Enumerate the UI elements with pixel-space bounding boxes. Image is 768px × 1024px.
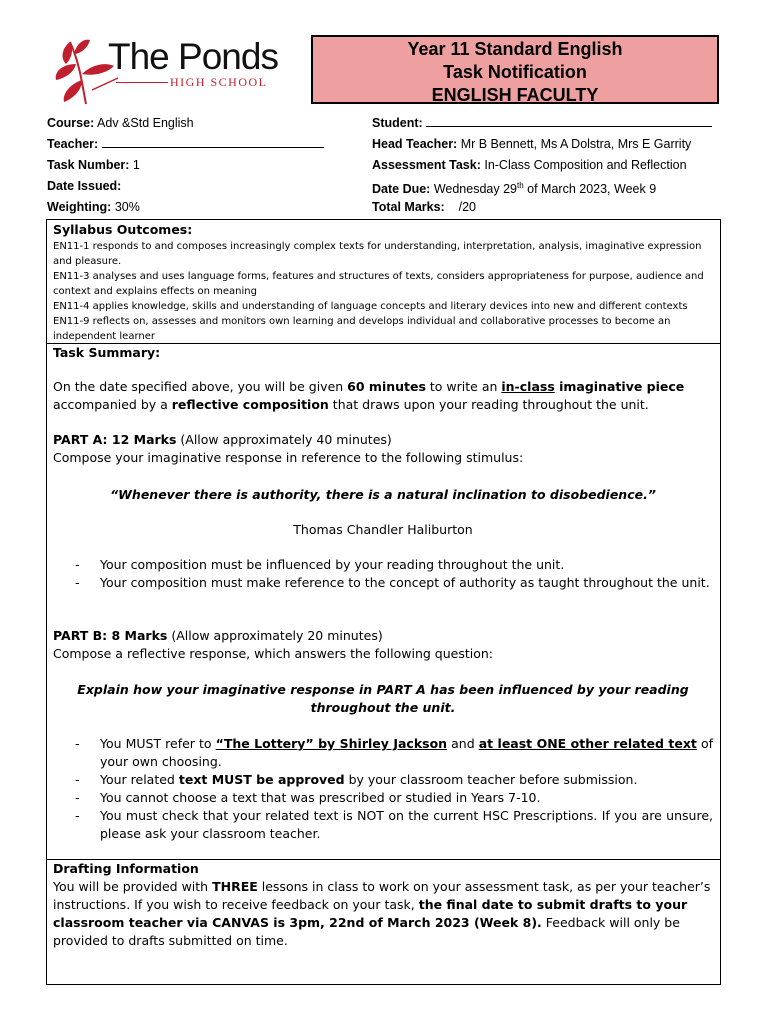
part-b-time: (Allow approximately 20 minutes) xyxy=(167,628,383,643)
title-line-2: Task Notification xyxy=(443,62,587,82)
date-issued-field xyxy=(47,178,121,194)
student-blank xyxy=(426,115,712,127)
list-item: - Your related text MUST be approved by your classroom teacher before submission. xyxy=(53,771,713,789)
total-marks-label: Total Marks: xyxy=(372,200,445,214)
part-a-bullets xyxy=(53,556,713,592)
part-b-bullets xyxy=(53,735,713,843)
task-number-label: Task Number: xyxy=(47,158,130,172)
list-item: - You MUST refer to “The Lottery” by Shirley Jackson and at least ONE other related text of your own choosing. xyxy=(53,735,713,771)
teacher-label: Teacher: xyxy=(47,137,99,151)
part-b-block xyxy=(53,627,713,663)
task-summary-heading-row xyxy=(53,344,713,362)
student-label: Student: xyxy=(372,116,423,130)
course-field xyxy=(47,115,194,131)
part-b-heading: PART B: 8 Marks xyxy=(53,628,168,643)
reflection-question: Explain how your imaginative response in PART A has been influenced by your reading throughout the unit. xyxy=(77,682,689,715)
outcome-item: EN11-1 responds to and composes increasingly complex texts for understanding, interpretation, analysis, imaginative expression and pleasure. xyxy=(53,241,702,267)
weighting-label: Weighting: xyxy=(47,200,112,214)
list-item: - Your composition must make reference to the concept of authority as taught throughout the unit. xyxy=(53,574,713,592)
drafting-heading: Drafting Information xyxy=(53,861,199,876)
course-label: Course: xyxy=(47,116,95,130)
part-a-heading: PART A: 12 Marks xyxy=(53,432,177,447)
date-due-value: Wednesday 29th of March 2023, Week 9 xyxy=(433,181,657,197)
part-a-instruction: Compose your imaginative response in reference to the following stimulus: xyxy=(53,450,524,465)
list-item: - You cannot choose a text that was prescribed or studied in Years 7-10. xyxy=(53,789,713,807)
assessment-task-label: Assessment Task: xyxy=(372,158,481,172)
title-line-3: ENGLISH FACULTY xyxy=(431,85,599,105)
outcome-item: EN11-3 analyses and uses language forms, features and structures of texts, considers appropriateness for purpose, audience and context and explains effects on meaning xyxy=(53,271,704,297)
assessment-task-value: In-Class Composition and Reflection xyxy=(484,158,687,172)
teacher-blank xyxy=(102,136,324,148)
course-value: Adv &Std English xyxy=(97,116,194,130)
logo-school-name: The Ponds xyxy=(108,36,278,77)
stimulus-quote: “Whenever there is authority, there is a natural inclination to disobedience.” xyxy=(110,487,656,502)
head-teacher-value: Mr B Bennett, Ms A Dolstra, Mrs E Garrity xyxy=(460,137,692,151)
title-box xyxy=(311,35,719,104)
part-a-block xyxy=(53,431,713,467)
assessment-task-field xyxy=(372,157,687,173)
task-number-value: 1 xyxy=(132,158,140,172)
list-item: - Your composition must be influenced by your reading throughout the unit. xyxy=(53,556,713,574)
date-issued-label: Date Issued: xyxy=(47,179,122,193)
list-item: - You must check that your related text is NOT on the current HSC Prescriptions. If you are unsure, please ask your classroom teacher. xyxy=(53,807,713,843)
task-summary-heading: Task Summary: xyxy=(53,345,161,360)
student-field xyxy=(372,115,712,131)
logo-divider xyxy=(116,82,168,83)
date-due-label: Date Due: xyxy=(372,182,431,197)
part-a-time: (Allow approximately 40 minutes) xyxy=(176,432,392,447)
head-teacher-field xyxy=(372,136,691,152)
school-logo xyxy=(52,34,292,108)
outcome-item: EN11-4 applies knowledge, skills and understanding of language concepts and literary devices into new and different contexts xyxy=(53,301,688,312)
quote-author: Thomas Chandler Haliburton xyxy=(293,522,473,537)
title-line-1: Year 11 Standard English xyxy=(407,39,623,59)
drafting-text: You will be provided with THREE lessons in class to work on your assessment task, as per your teacher’s instructions. If you wish to receive feedback on your task, the final date to submit drafts to your classroom teacher via CANVAS is 3pm, 22nd of March 2023 (Week 8). Feedback will only be provided to drafts submitted on time. xyxy=(53,879,711,948)
part-b-instruction: Compose a reflective response, which answers the following question: xyxy=(53,646,493,661)
weighting-field xyxy=(47,199,140,215)
logo-subtitle: HIGH SCHOOL xyxy=(170,75,268,89)
total-marks-value: /20 xyxy=(458,200,476,214)
syllabus-heading: Syllabus Outcomes: xyxy=(53,222,193,237)
teacher-field xyxy=(47,136,324,152)
date-due-field xyxy=(372,178,656,197)
task-intro: On the date specified above, you will be given 60 minutes to write an in-class imaginative piece accompanied by a reflective composition that draws upon your reading throughout the unit. xyxy=(53,379,685,412)
head-teacher-label: Head Teacher: xyxy=(372,137,458,151)
weighting-value: 30% xyxy=(114,200,140,214)
outcome-item: EN11-9 reflects on, assesses and monitors own learning and develops individual and collaborative processes to become an independent learner xyxy=(53,316,671,342)
outcome-list xyxy=(53,239,713,344)
syllabus-section xyxy=(53,221,713,344)
drafting-section xyxy=(53,860,713,950)
total-marks-field xyxy=(372,199,476,215)
task-number-field xyxy=(47,157,140,173)
